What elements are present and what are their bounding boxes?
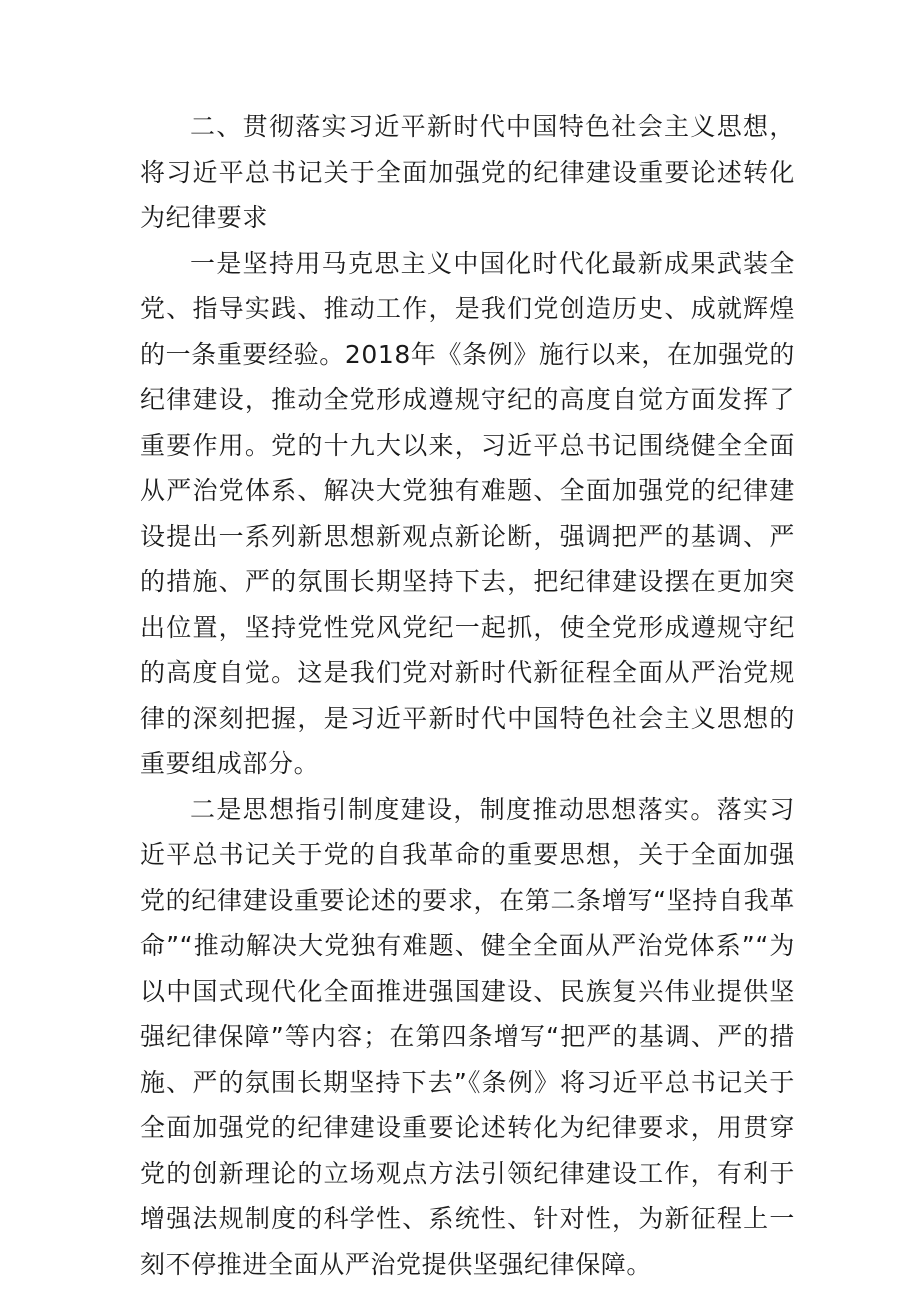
document-body <box>140 104 795 1287</box>
section-heading: 二、贯彻落实习近平新时代中国特色社会主义思想，将习近平总书记关于全面加强党的纪律建设重要论述转化为纪律要求 <box>140 112 795 232</box>
paragraph-1: 一是坚持用马克思主义中国化时代化最新成果武装全党、指导实践、推动工作，是我们党创造历史、成就辉煌的一条重要经验。2018年《条例》施行以来，在加强党的纪律建设，推动全党形成遵规守纪的高度自觉方面发挥了重要作用。党的十九大以来，习近平总书记围绕健全全面从严治党体系、解决大党独有难题、全面加强党的纪律建设提出一系列新思想新观点新论断，强调把严的基调、严的措施、严的氛围长期坚持下去，把纪律建设摆在更加突出位置，坚持党性党风党纪一起抓，使全党形成遵规守纪的高度自觉。这是我们党对新时代新征程全面从严治党规律的深刻把握，是习近平新时代中国特色社会主义思想的重要组成部分。 <box>140 248 795 778</box>
paragraph-2: 二是思想指引制度建设，制度推动思想落实。落实习近平总书记关于党的自我革命的重要思想，关于全面加强党的纪律建设重要论述的要求，在第二条增写“坚持自我革命”“推动解决大党独有难题、健全全面从严治党体系”“为以中国式现代化全面推进强国建设、民族复兴伟业提供坚强纪律保障”等内容；在第四条增写“把严的基调、严的措施、严的氛围长期坚持下去”《条例》将习近平总书记关于全面加强党的纪律建设重要论述转化为纪律要求，用贯穿党的创新理论的立场观点方法引领纪律建设工作，有利于增强法规制度的科学性、系统性、针对性，为新征程上一刻不停推进全面从严治党提供坚强纪律保障。 <box>140 794 795 1279</box>
